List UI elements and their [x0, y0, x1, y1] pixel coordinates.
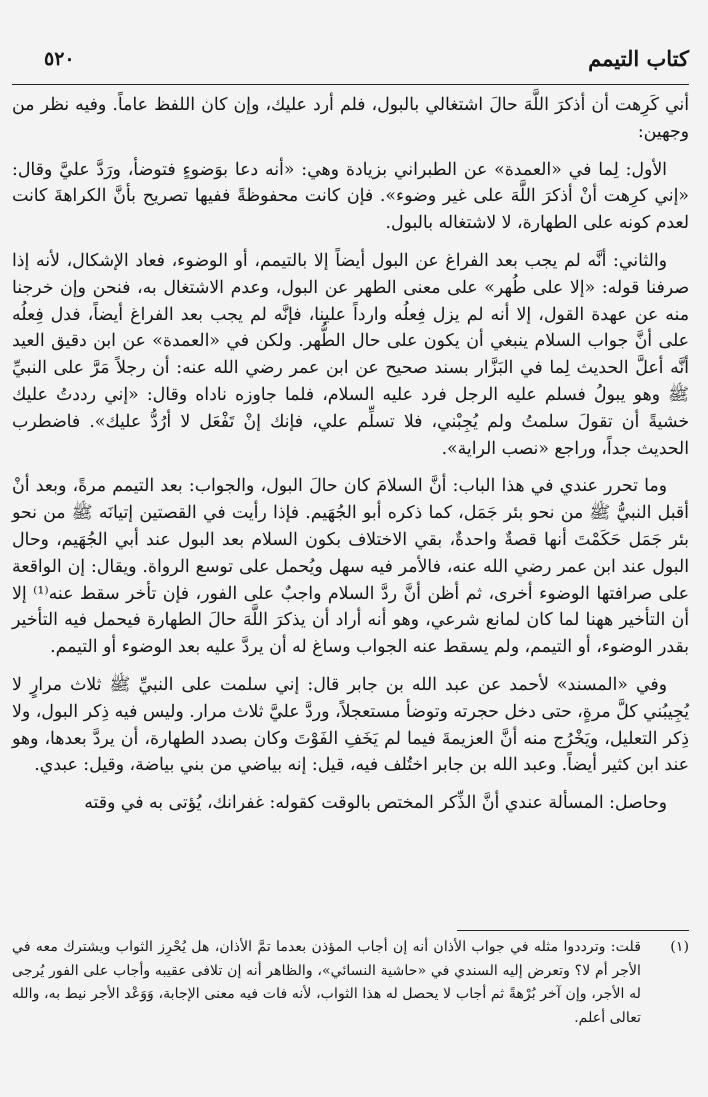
header-rule: [12, 84, 689, 85]
paragraph: وفي «المسند» لأحمد عن عبد الله بن جابر قال: إني سلمت على النبيِّ ﷺ ثلاث مرارٍ لا يُجِيبُني كلَّ مرةٍ، حتى دخل حجرته وتوضأ مستعجلاً، وردَّ عليَّ ثلاث مرار. وليس فيه ذِكر البول، ولا ذِكر التعليل، ويَخْرُج منه أنَّ العزيمةَ فيما لم يَخَفِ الفَوْتَ وكان بصدد الطهارة، أن يردَّ بعدها، وهو عند ابن كثير أيضاً. وعبد الله بن جابر اختُلف فيه، قيل: إنه بياضي من بني بياضة، وقيل: عبدي.: [12, 674, 689, 776]
page-header: [44, 46, 689, 82]
paragraph: والثاني: أنَّه لم يجب بعد الفراغ عن البول أيضاً إلا بالتيمم، أو الوضوء، فعاد الإشكال، لأنه إذا صرفنا قوله: «إلا على طُهر» على معنى الطهر عن البول، وعدم الاشتغال به، فنحن وإن خرجنا منه عن عهدة القول، إلا أنه لم يزل فِعلُه وارداً علينا، فإنَّه لم يجب بعد الفراغ أيضاً، فدل فِعلُه على أنَّ جواب السلام ينبغي أن يكون على حال الطُّهر. ولكن في «العمدة» عن ابن دقيق العيد أنَّه أعلَّ الحديث لِما في البَزَّار بسند صحيح عن ابن عمر رضي الله عنه: أن رجلاً مَرَّ على النبيِّ ﷺ وهو يبولُ فسلم عليه الرجل فرد عليه السلام، فلما جاوزه ناداه وقال: «إني رددتُ عليك خشيةً أن تقولَ سلمتُ ولم يُجِبْني، فلا تسلِّم علي، فإنك إنْ تَفْعَل لا أرُدُّ عليك». فاضطرب الحديث جداً، وراجع «نصب الراية».: [12, 250, 689, 459]
paragraph: وما تحرر عندي في هذا الباب: أنَّ السلامَ كان حالَ البول، والجواب: بعد التيمم مرةً، وبعد أنْ أقبل النبيُّ ﷺ من نحو بئر جَمَل، كما ذكره أبو الجُهَيم. فإذا رأيت في القصتين إتيانَه ﷺ من نحو بئر جَمَل حَكَمْتَ أنها قصةٌ واحدةٌ، بقي الاختلاف بكون السلام بعد البول عند أبي الجُهَيم، وحال البول عند ابن عمر رضي الله عنه، فالأمر فيه سهل ويُحمل على توسع الرواة. ويقال: إن الواقعة على صرافتها الوضوء أخرى، ثم أظن أنَّ ردَّ السلام واجبٌ على الفور، فإن تأخر سقط عنه⁽¹⁾ إلا أن التأخير ههنا لما كان لمانع شرعي، وهو أنه أراد أن يذكرَ اللَّهَ حالَ الطهارة فيحمل فيه التأخير بقدر الوضوء، أو التيمم، ولم يسقط عنه الجواب وساغ له أن يردَّ عليه بعد الوضوء أو التيمم.: [12, 476, 689, 658]
paragraph: الأول: لِما في «العمدة» عن الطبراني بزيادة وهي: «أنه دعا بوَضوءٍ فتوضأ، ورَدَّ عليَّ وقال: «إني كرِهت أنْ أذكرَ اللَّهَ على غير وضوء». فإن كانت محفوظةً ففيها تصريح بأنَّ الكراهةَ كانت لعدم كونه على الطهارة، لا لاشتغاله بالبول.: [12, 159, 689, 234]
footnote-rule: [457, 930, 689, 931]
page-number: ٥٢٠: [44, 48, 75, 70]
paragraph: أني كَرِهت أن أذكرَ اللَّهَ حالَ اشتغالي بالبول، فلم أرد عليك، وإن كان اللفظ عاماً. وفيه نظر من وجهين:: [12, 95, 689, 142]
footnote: [12, 936, 689, 1030]
main-text: [12, 92, 689, 828]
footnote-text: قلت: وترددوا مثله في جواب الأذان أنه إن أجاب المؤذن بعدما تمَّ الأذان، هل يُحْرِز الثواب ويشترك معه في الأجر أم لا؟ وتعرض إليه السندي في «حاشية النسائي»، والظاهر أنه إن تلافى عقيبه وأجاب على الفور يُرجى له الأجر، وإن آخر بُرْهةً ثم أجاب لا يحصل له هذا الثواب، لأنه فات فيه معنى الإجابة، وَوَعْد الأجر نيط به، والله تعالى أعلم.: [12, 939, 641, 1026]
running-title: كتاب التيمم: [588, 46, 689, 71]
paragraph: وحاصل: المسألة عندي أنَّ الذِّكر المختص بالوقت كقوله: غفرانك، يُؤتى به في وقته: [84, 793, 667, 814]
footnote-number: (١): [670, 939, 689, 955]
